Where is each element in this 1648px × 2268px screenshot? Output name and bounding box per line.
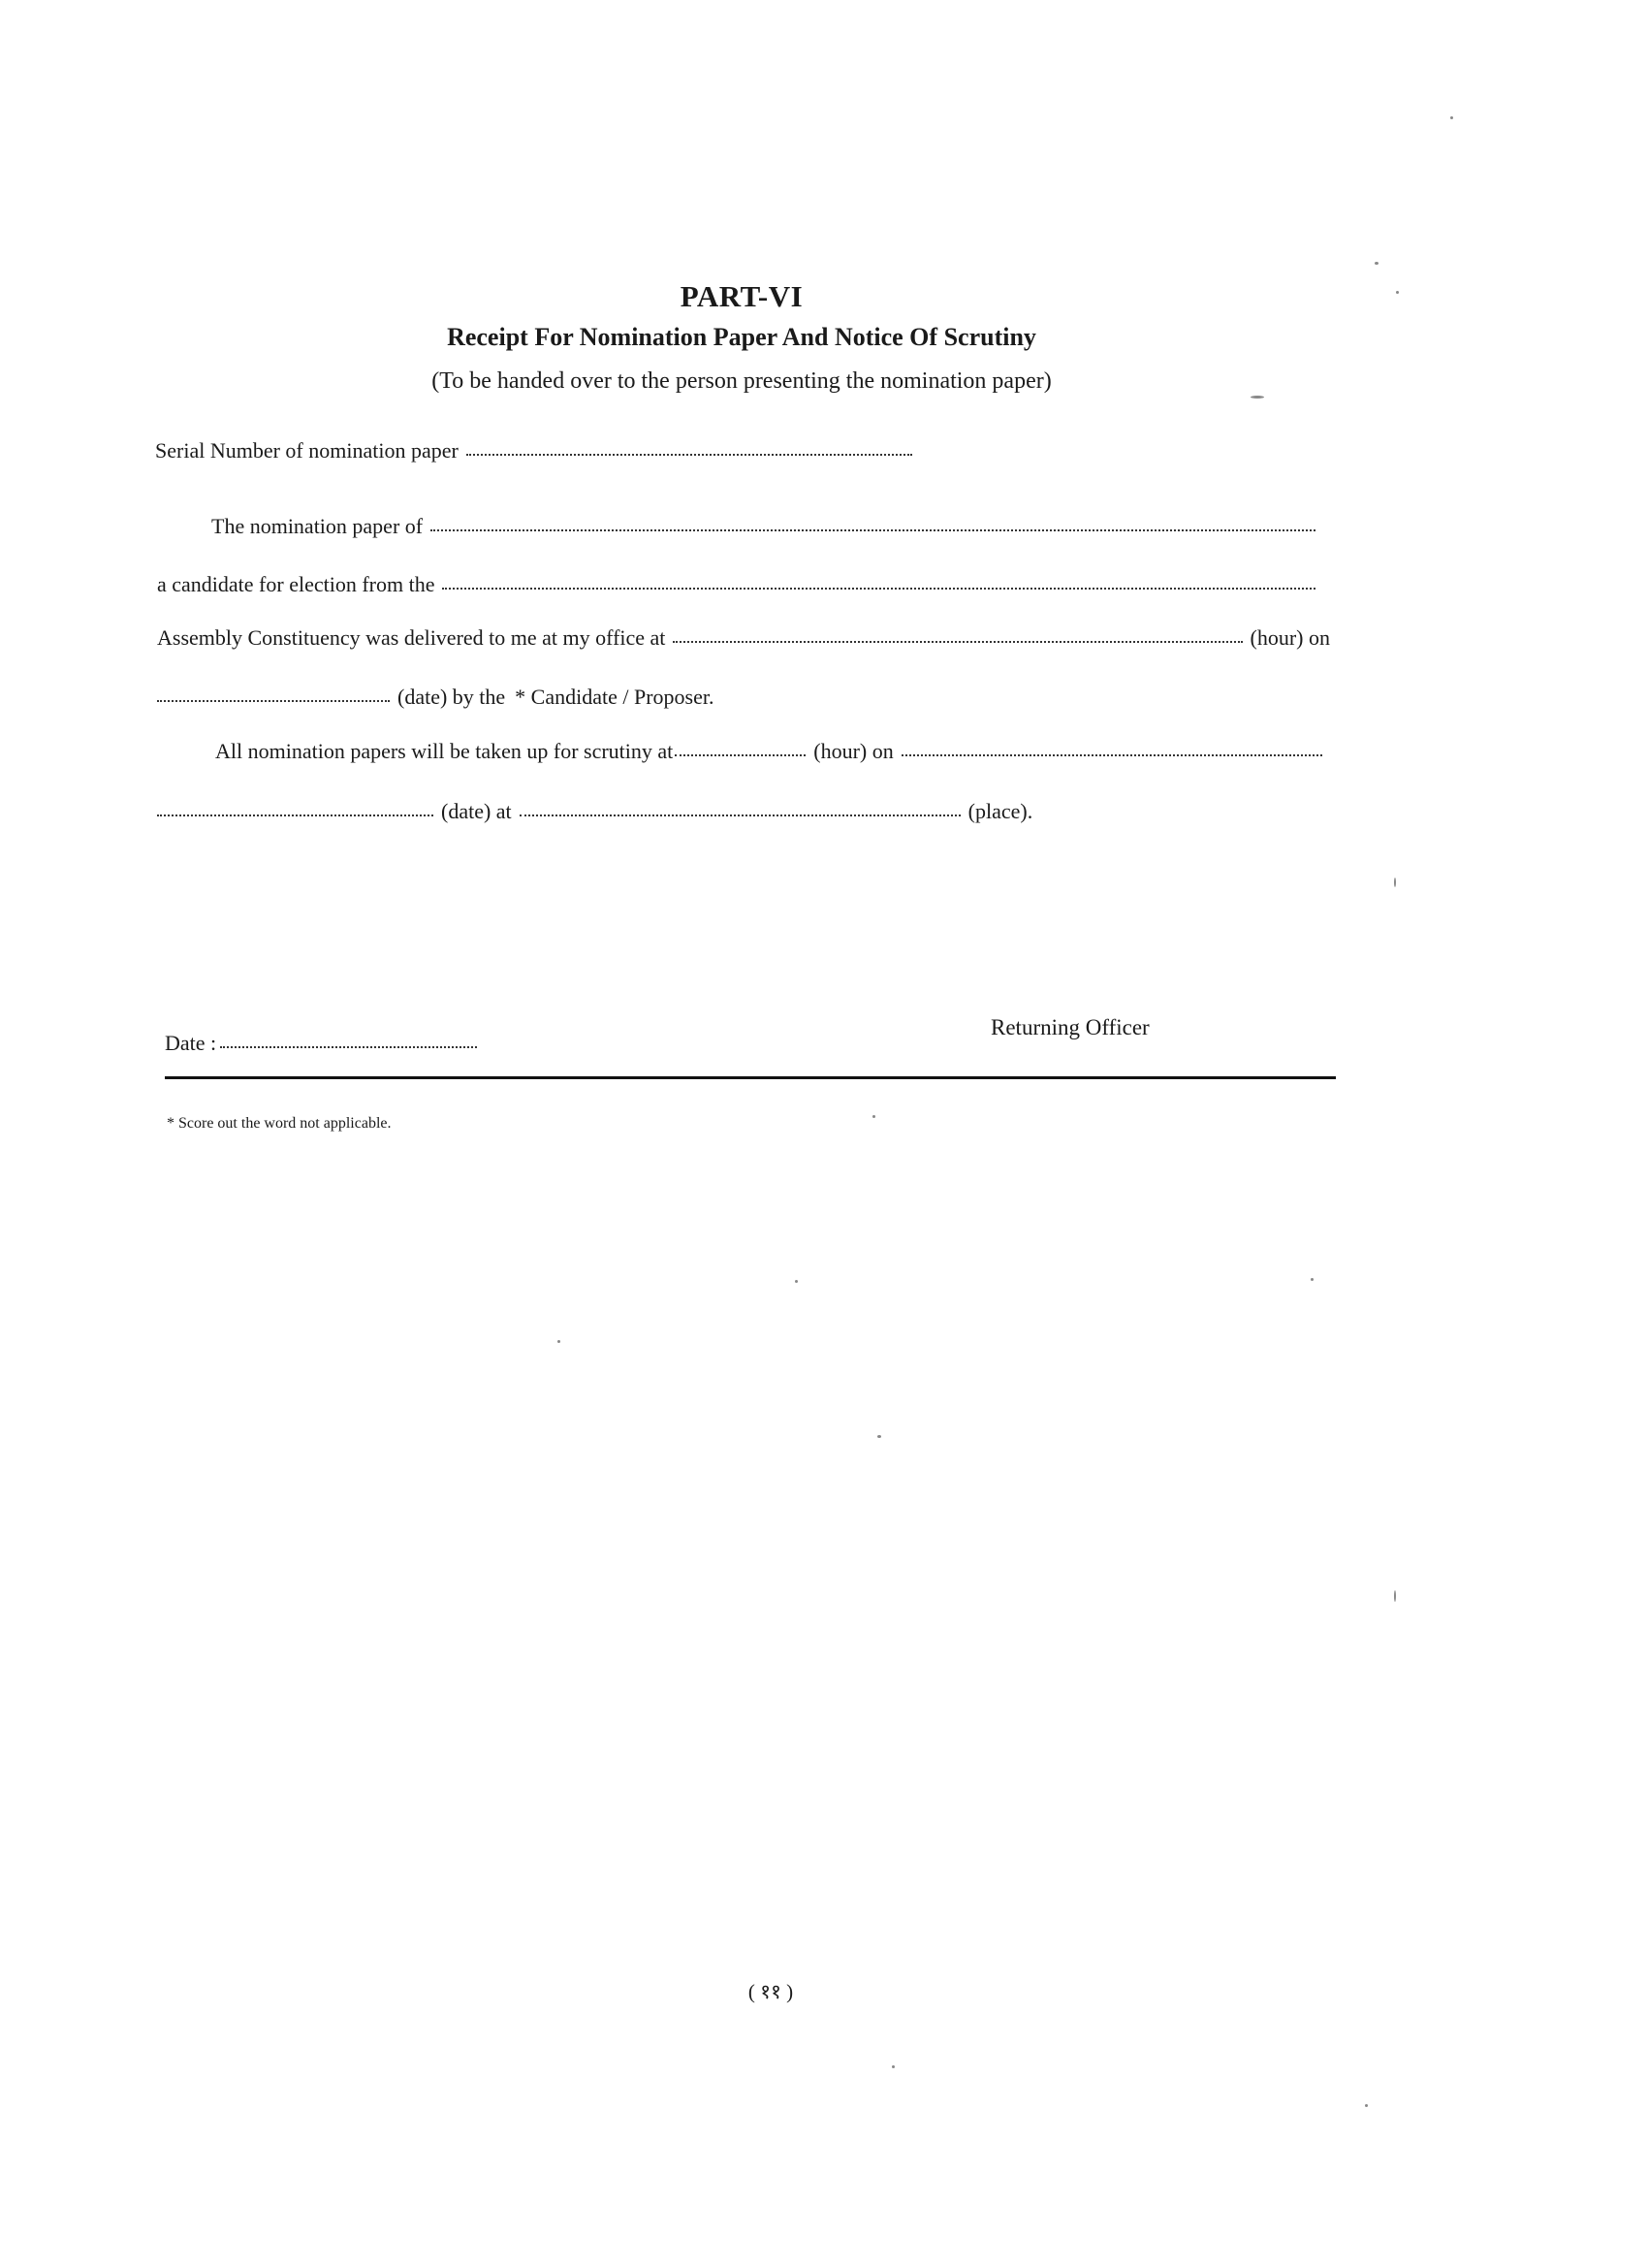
place-label: (place). <box>967 799 1033 823</box>
date-by-row <box>157 685 713 710</box>
candidate-from-row <box>157 572 1323 597</box>
scrutiny-row <box>215 739 1330 764</box>
scrutiny-label: All nomination papers will be taken up for scrutiny at <box>215 739 674 763</box>
scan-speck <box>1311 1278 1314 1281</box>
page-number: ( ११ ) <box>747 1980 794 2003</box>
scan-speck <box>1251 396 1264 399</box>
scan-speck <box>1396 291 1399 294</box>
date-by-label: (date) by the <box>397 685 506 709</box>
candidate-proposer-label: * Candidate / Proposer. <box>515 685 714 709</box>
footnote: * Score out the word not applicable. <box>167 1115 392 1132</box>
scan-speck <box>1450 116 1453 119</box>
signature-date-field[interactable] <box>220 1045 477 1048</box>
scan-speck <box>892 2065 895 2068</box>
scrutiny-place-field[interactable] <box>520 814 961 816</box>
scan-speck <box>877 1435 881 1438</box>
delivery-date-field[interactable] <box>157 699 390 702</box>
date-label: Date : <box>165 1031 217 1055</box>
serial-number-row <box>155 438 920 463</box>
scan-speck <box>795 1280 798 1283</box>
nomination-of-label: The nomination paper of <box>211 514 424 538</box>
scrutiny-hour-on-label: (hour) on <box>813 739 894 763</box>
scrutiny-hour-field[interactable] <box>675 753 806 756</box>
nomination-of-row <box>211 514 1323 539</box>
scrutiny-date-continued-field[interactable] <box>157 814 433 816</box>
handover-note: (To be handed over to the person presenting the nomination paper) <box>431 368 1052 394</box>
candidate-from-label: a candidate for election from the <box>157 572 435 596</box>
candidate-name-field[interactable] <box>430 528 1315 531</box>
delivered-label: Assembly Constituency was delivered to me at my office at <box>157 625 666 650</box>
scan-speck <box>1394 878 1396 887</box>
serial-number-label: Serial Number of nomination paper <box>155 438 459 463</box>
returning-officer-label: Returning Officer <box>991 1015 1150 1039</box>
scan-speck <box>1394 1590 1396 1602</box>
hour-on-label: (hour) on <box>1250 625 1330 650</box>
page-subtitle: Receipt For Nomination Paper And Notice Of Scrutiny <box>447 323 1036 351</box>
signature-date-row <box>165 1031 485 1056</box>
delivery-hour-field[interactable] <box>673 640 1242 643</box>
footer-divider <box>165 1076 1336 1079</box>
scrutiny-date-field[interactable] <box>902 753 1322 756</box>
scan-speck <box>1375 262 1379 265</box>
date-at-label: (date) at <box>441 799 512 823</box>
scan-speck <box>872 1115 875 1118</box>
page-title: PART-VI <box>680 279 804 313</box>
delivered-row <box>157 625 1330 651</box>
scan-speck <box>1365 2104 1368 2107</box>
serial-number-field[interactable] <box>466 453 912 456</box>
scan-speck <box>557 1340 560 1343</box>
date-at-row <box>157 799 1032 824</box>
constituency-field[interactable] <box>442 587 1315 590</box>
